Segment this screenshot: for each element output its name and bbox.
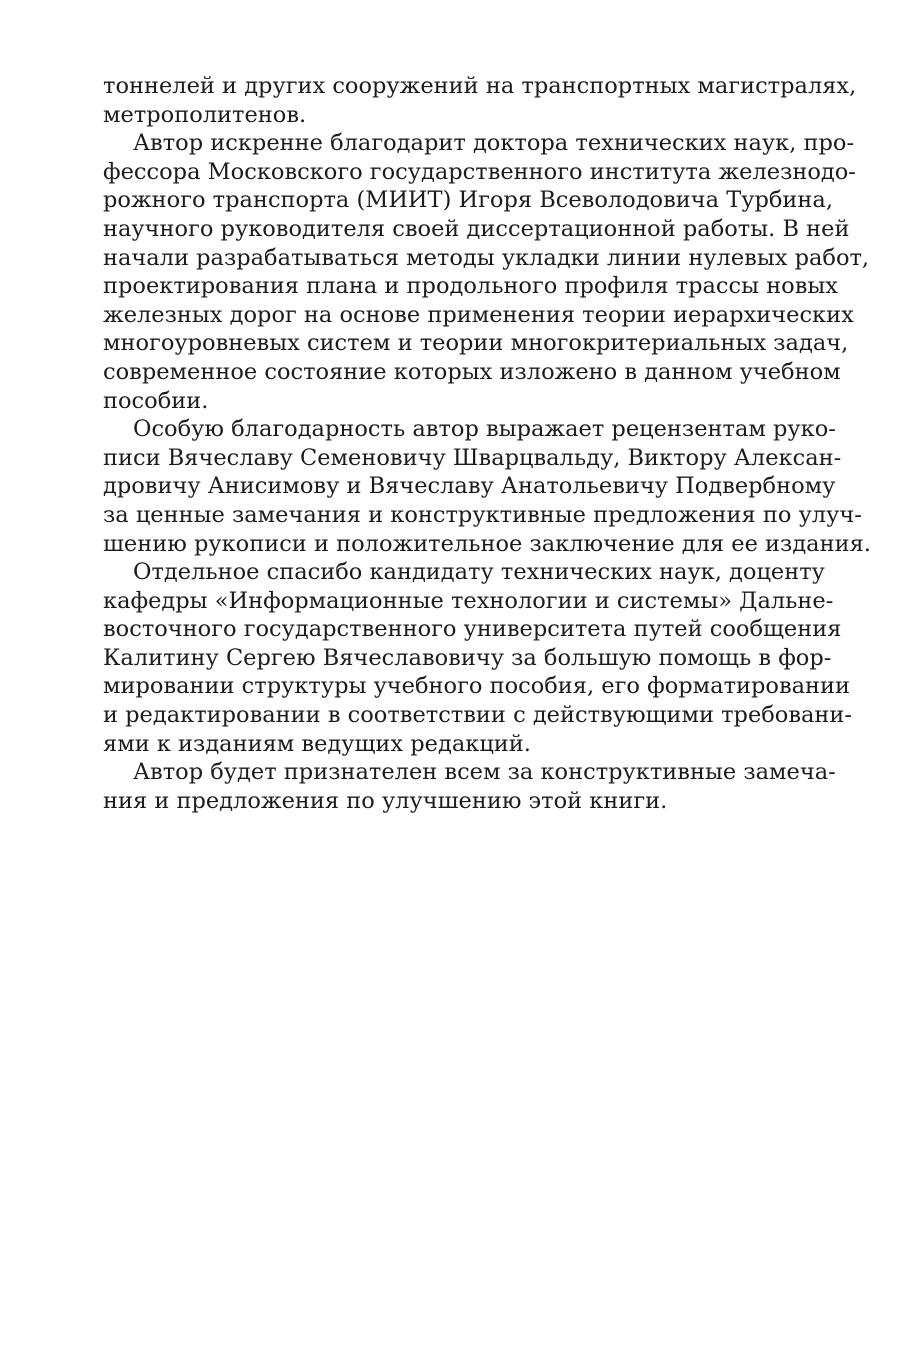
paragraph (103, 129, 870, 415)
paragraph (103, 415, 871, 558)
text-line: ния и предложения по улучшению этой книги. (103, 787, 668, 814)
text-line: за ценные замечания и конструктивные предложения по улуч- (103, 501, 862, 528)
text-line: писи Вячеславу Семеновичу Шварцвальду, Виктору Алексан- (103, 444, 842, 471)
text-line: Автор искренне благодарит доктора технических наук, про- (133, 130, 855, 157)
paragraph (103, 558, 853, 758)
text-line: начали разрабатываться методы укладки линии нулевых работ, (103, 244, 870, 271)
text-line: железных дорог на основе применения теории иерархических (103, 301, 854, 328)
text-line: дровичу Анисимову и Вячеславу Анатольевичу Подвербному (103, 473, 836, 500)
text-line: многоуровневых систем и теории многокритериальных задач, (103, 330, 849, 357)
document-page (103, 72, 871, 815)
text-line: и редактировании в соответствии с действующими требовани- (103, 702, 853, 729)
text-line: мировании структуры учебного пособия, его форматировании (103, 673, 851, 700)
text-line: научного руководителя своей диссертационной работы. В ней (103, 215, 850, 242)
paragraph (103, 72, 857, 129)
text-line: тоннелей и других сооружений на транспортных магистралях, (103, 73, 857, 99)
text-line: кафедры «Информационные технологии и системы» Дальне- (103, 587, 834, 614)
text-line: Особую благодарность автор выражает рецензентам руко- (133, 416, 836, 443)
text-line: проектирования плана и продольного профиля трассы новых (103, 273, 838, 300)
paragraph (103, 758, 836, 815)
text-line: шению рукописи и положительное заключение для ее издания. (103, 530, 871, 557)
text-line: современное состояние которых изложено в данном учебном (103, 358, 841, 385)
text-line: ями к изданиям ведущих редакций. (103, 730, 531, 757)
text-line: Автор будет признателен всем за конструктивные замеча- (133, 759, 836, 786)
text-line: рожного транспорта (МИИТ) Игоря Всеволодовича Турбина, (103, 187, 833, 214)
text-line: метрополитенов. (103, 101, 307, 128)
text-line: Калитину Сергею Вячеславовичу за большую помощь в фор- (103, 644, 832, 671)
text-line: Отдельное спасибо кандидату технических наук, доценту (133, 559, 825, 586)
text-line: восточного государственного университета путей сообщения (103, 616, 842, 643)
text-line: пособии. (103, 387, 209, 414)
text-line: фессора Московского государственного института железнодо- (103, 158, 856, 185)
